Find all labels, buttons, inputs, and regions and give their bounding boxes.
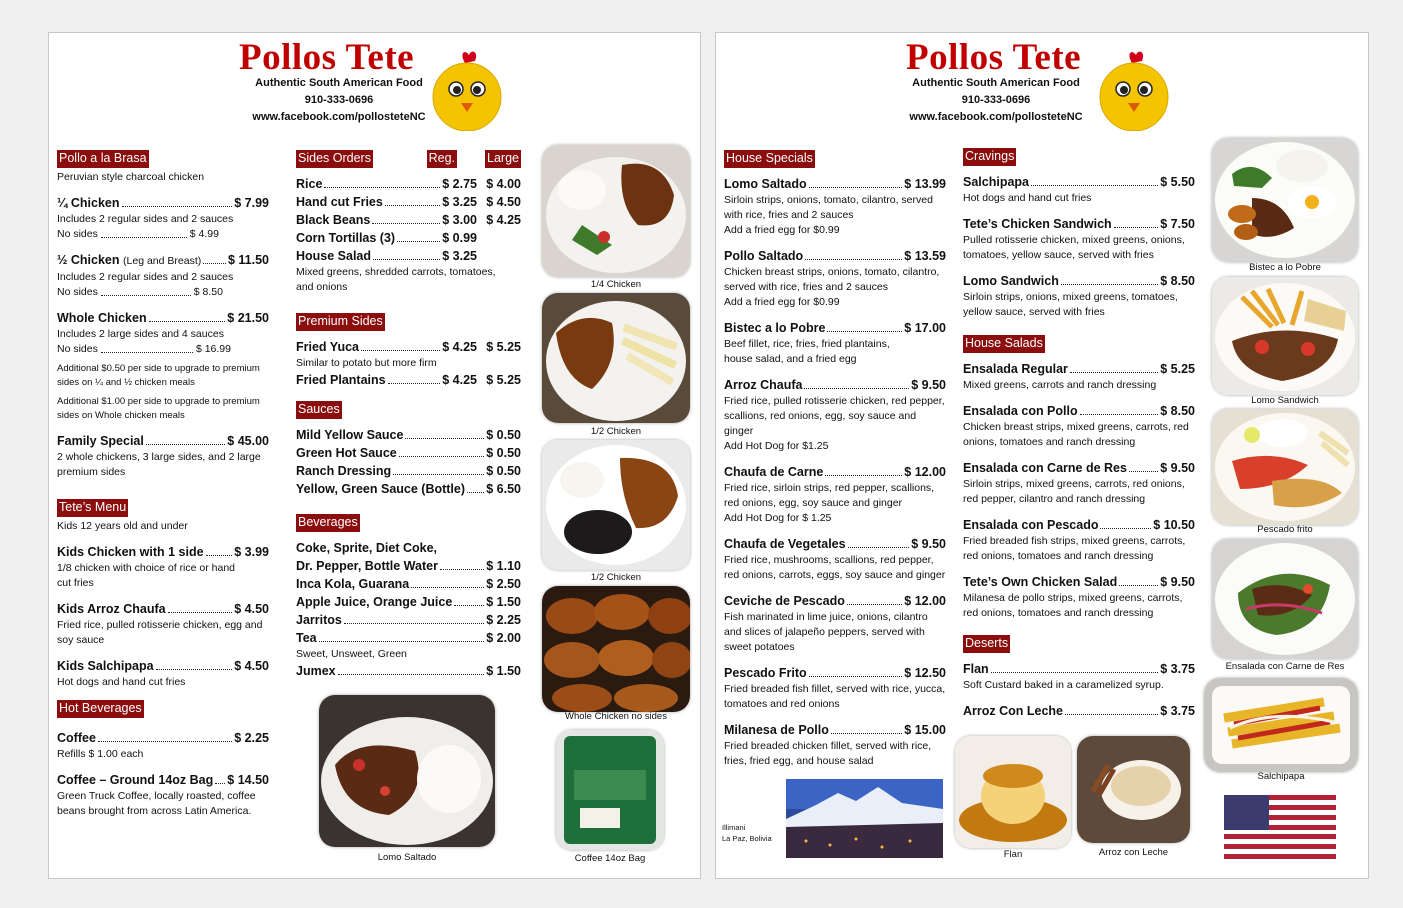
item-desc: Includes 2 regular sides and 2 sauces — [57, 213, 234, 225]
cravings-column — [963, 148, 1195, 320]
col-header-large: Large — [485, 150, 521, 168]
item-desc: Chicken breast strips, onions, tomato, cilantro, served with rice, fries and 2 sauces — [724, 266, 940, 293]
item-desc: Mixed greens, shredded carrots, tomatoes, and onions — [296, 266, 496, 293]
item-desc: Hot dogs and hand cut fries — [57, 676, 186, 688]
photo-half-chicken-yuca — [542, 293, 690, 423]
us-flag-icon — [1224, 795, 1336, 859]
menu-item: Fried Yuca $ 4.25 $ 5.25 — [296, 340, 521, 354]
photo-salchipapa — [1204, 678, 1358, 772]
section-header-premium: Premium Sides — [296, 313, 385, 331]
section-header-tete: Tete’s Menu — [57, 499, 128, 517]
menu-item: Tete’s Chicken Sandwich $ 7.50 — [963, 217, 1195, 231]
photo-illimani-la-paz — [786, 779, 943, 858]
caption: Arroz con Leche — [1098, 847, 1169, 858]
menu-item: Ensalada con Pescado $ 10.50 — [963, 518, 1195, 532]
col-header-reg: Reg. — [427, 150, 457, 168]
item-desc: Fried breaded chicken fillet, served with rice, fries, fried egg, and house salad — [724, 740, 932, 767]
illimani-caption — [722, 822, 782, 844]
item-desc: 1/8 chicken with choice of rice or hand cut fries — [57, 562, 236, 589]
section-header-beverages: Beverages — [296, 514, 360, 532]
menu-item: Green Hot Sauce $ 0.50 — [296, 446, 521, 460]
caption: Lomo Saltado — [377, 852, 437, 863]
website: www.facebook.com/pollosteteNC — [252, 111, 426, 123]
menu-item: Kids Salchipapa $ 4.50 — [57, 659, 269, 673]
menu-item: Pollo Saltado $ 13.59 — [724, 249, 946, 263]
section-header-pollo: Pollo a la Brasa — [57, 150, 149, 168]
section-header-deserts: Deserts — [963, 635, 1010, 653]
photo-whole-chicken-rotisserie — [542, 586, 690, 712]
salads-column — [963, 335, 1195, 621]
chick-logo-icon — [429, 47, 505, 131]
photo-arroz-con-leche — [1077, 736, 1190, 843]
caption: Ensalada con Carne de Res — [1225, 661, 1345, 672]
photo-pescado-frito — [1212, 409, 1358, 525]
caption: Salchipapa — [1257, 771, 1305, 782]
menu-item: Kids Arroz Chaufa $ 4.50 — [57, 602, 269, 616]
menu-item: Coffee $ 2.25 — [57, 731, 269, 745]
item-desc: Hot dogs and hand cut fries — [963, 192, 1092, 204]
menu-item: Rice $ 2.75 $ 4.00 — [296, 177, 521, 191]
menu-item: Lomo Saltado $ 13.99 — [724, 177, 946, 191]
menu-item: Lomo Sandwich $ 8.50 — [963, 274, 1195, 288]
item-desc: Fried rice, sirloin strips, red pepper, scallions, red onions, egg, soy sauce and ginger — [724, 482, 935, 509]
item-addon: Add Hot Dog for $1.25 — [724, 440, 829, 452]
item-addon: Add a fried egg for $0.99 — [724, 224, 840, 236]
menu-item: Yellow, Green Sauce (Bottle) $ 6.50 — [296, 482, 521, 496]
no-sides-row: No sides $ 8.50 — [57, 286, 223, 298]
left-column-2b — [296, 313, 521, 389]
photo-lomo-saltado — [319, 695, 495, 847]
left-column-2d — [296, 514, 521, 680]
photo-quarter-chicken — [542, 145, 690, 277]
item-desc: Similar to potato but more firm — [296, 357, 437, 369]
item-desc: Sirloin strips, onions, tomato, cilantro, served with rice, fries and 2 sauces — [724, 194, 933, 221]
photo-bistec-a-lo-pobre — [1212, 138, 1358, 262]
menu-item: House Salad $ 3.25 — [296, 249, 477, 263]
restaurant-title: Pollos Tete — [906, 37, 1082, 78]
menu-item: Coffee – Ground 14oz Bag $ 14.50 — [57, 773, 269, 787]
section-desc: Peruvian style charcoal chicken — [57, 171, 205, 183]
item-desc: Milanesa de pollo strips, mixed greens, carrots, red onions, tomatoes and ranch dressing — [963, 592, 1183, 619]
section-header-specials: House Specials — [724, 150, 815, 168]
upgrade-note: Additional $0.50 per side to upgrade to premium sides on ¼ and ½ chicken meals — [57, 363, 260, 388]
caption: Coffee 14oz Bag — [574, 853, 646, 864]
upgrade-note: Additional $1.00 per side to upgrade to premium sides on Whole chicken meals — [57, 396, 260, 421]
menu-item: Chaufa de Carne $ 12.00 — [724, 465, 946, 479]
menu-item: ½ Chicken (Leg and Breast) $ 11.50 — [57, 253, 269, 267]
menu-item: Ensalada Regular $ 5.25 — [963, 362, 1195, 376]
caption: Whole Chicken no sides — [565, 711, 667, 722]
item-desc: Soft Custard baked in a caramelized syrup. — [963, 679, 1164, 691]
item-desc: Sirloin strips, onions, mixed greens, tomatoes, yellow sauce, served with fries — [963, 291, 1178, 318]
left-column-2c — [296, 401, 521, 498]
caption: Flan — [1003, 849, 1023, 860]
menu-item: Salchipapa $ 5.50 — [963, 175, 1195, 189]
photo-coffee-bag — [556, 730, 664, 850]
left-column-1c — [57, 700, 269, 819]
menu-item: Tea $ 2.00 — [296, 631, 521, 645]
item-desc: Fried rice, pulled rotisserie chicken, red pepper, scallions, red onions, egg, soy sauce and ginger — [724, 395, 945, 437]
menu-item: Pescado Frito $ 12.50 — [724, 666, 946, 680]
caption: 1/2 Chicken — [590, 426, 642, 437]
menu-page-left — [48, 32, 701, 879]
menu-item: Arroz Con Leche $ 3.75 — [963, 704, 1195, 718]
menu-item: Corn Tortillas (3) $ 0.99 — [296, 231, 477, 245]
menu-item: Jarritos $ 2.25 — [296, 613, 521, 627]
section-header-hot: Hot Beverages — [57, 700, 144, 718]
photo-lomo-sandwich — [1212, 277, 1358, 395]
left-column-1 — [57, 150, 269, 480]
caption: 1/4 Chicken — [590, 279, 642, 290]
specials-column — [724, 150, 946, 769]
menu-item: Ranch Dressing $ 0.50 — [296, 464, 521, 478]
menu-item: Family Special $ 45.00 — [57, 434, 269, 448]
item-desc: Fish marinated in lime juice, onions, cilantro and slices of jalapeño peppers, served with sweet potatoes — [724, 611, 928, 653]
chick-logo-icon — [1096, 47, 1172, 131]
item-desc: Includes 2 regular sides and 2 sauces — [57, 271, 234, 283]
caption: Pescado frito — [1257, 524, 1313, 535]
header-info — [871, 75, 1121, 126]
menu-item: Mild Yellow Sauce $ 0.50 — [296, 428, 521, 442]
caption: Lomo Sandwich — [1251, 395, 1319, 406]
section-header-sauces: Sauces — [296, 401, 342, 419]
tagline: Authentic South American Food — [255, 77, 423, 89]
menu-item: Apple Juice, Orange Juice $ 1.50 — [296, 595, 521, 609]
item-desc: 2 whole chickens, 3 large sides, and 2 large premium sides — [57, 451, 261, 478]
item-addon: Add Hot Dog for $ 1.25 — [724, 512, 832, 524]
menu-item: Flan $ 3.75 — [963, 662, 1195, 676]
menu-item: Kids Chicken with 1 side $ 3.99 — [57, 545, 269, 559]
item-desc: Sweet, Unsweet, Green — [296, 648, 407, 660]
item-desc: Green Truck Coffee, locally roasted, coffee beans brought from across Latin America. — [57, 790, 256, 817]
menu-item: Jumex $ 1.50 — [296, 664, 521, 678]
menu-page-right — [715, 32, 1369, 879]
no-sides-row: No sides $ 4.99 — [57, 228, 219, 240]
website: www.facebook.com/pollosteteNC — [909, 111, 1083, 123]
sides-header-row — [296, 150, 521, 170]
item-desc: Fried rice, pulled rotisserie chicken, egg and soy sauce — [57, 619, 263, 646]
caption: 1/2 Chicken — [590, 572, 642, 583]
deserts-column — [963, 635, 1195, 720]
item-desc: Pulled rotisserie chicken, mixed greens, onions, tomatoes, yellow sauce, served with fries — [963, 234, 1185, 261]
item-desc: Fried rice, mushrooms, scallions, red pepper, red onions, carrots, eggs, soy sauce and ginger — [724, 554, 946, 581]
menu-item: Hand cut Fries $ 3.25 $ 4.50 — [296, 195, 521, 209]
menu-item: Milanesa de Pollo $ 15.00 — [724, 723, 946, 737]
header-info — [214, 75, 464, 126]
menu-item: ¼ Chicken $ 7.99 — [57, 196, 269, 210]
section-header-cravings: Cravings — [963, 148, 1016, 166]
section-desc: Kids 12 years old and under — [57, 520, 188, 532]
menu-item: Arroz Chaufa $ 9.50 — [724, 378, 946, 392]
caption: Bistec a lo Pobre — [1249, 262, 1321, 273]
phone: 910-333-0696 — [961, 94, 1031, 106]
no-sides-row: No sides $ 16.99 — [57, 343, 231, 355]
caption: Illimani — [722, 823, 746, 832]
menu-item: Tete’s Own Chicken Salad $ 9.50 — [963, 575, 1195, 589]
item-addon: Add a fried egg for $0.99 — [724, 296, 840, 308]
caption: La Paz, Bolivia — [722, 834, 772, 843]
item-desc: Fried breaded fish strips, mixed greens, carrots, red onions, tomatoes and ranch dressing — [963, 535, 1186, 562]
photo-ensalada-carne — [1212, 539, 1358, 659]
item-desc: Refills $ 1.00 each — [57, 748, 144, 760]
left-column-1b — [57, 499, 269, 690]
photo-half-chicken-beans — [542, 440, 690, 570]
restaurant-title: Pollos Tete — [239, 37, 415, 78]
section-header-sides: Sides Orders — [296, 150, 373, 168]
menu-item: Chaufa de Vegetales $ 9.50 — [724, 537, 946, 551]
item-desc: Sirloin strips, mixed greens, carrots, red onions, red pepper, cilantro and ranch dressing — [963, 478, 1185, 505]
menu-item: Fried Plantains $ 4.25 $ 5.25 — [296, 373, 521, 387]
phone: 910-333-0696 — [304, 94, 374, 106]
item-desc: Mixed greens, carrots and ranch dressing — [963, 379, 1157, 391]
tagline: Authentic South American Food — [912, 77, 1080, 89]
menu-item: Ensalada con Pollo $ 8.50 — [963, 404, 1195, 418]
menu-item: Dr. Pepper, Bottle Water $ 1.10 — [296, 559, 521, 573]
item-desc: Includes 2 large sides and 4 sauces — [57, 328, 224, 340]
item-desc: Beef fillet, rice, fries, fried plantains, house salad, and a fried egg — [724, 338, 890, 365]
menu-item: Inca Kola, Guarana $ 2.50 — [296, 577, 521, 591]
left-column-2 — [296, 150, 521, 295]
menu-item: Ensalada con Carne de Res $ 9.50 — [963, 461, 1195, 475]
photo-flan — [955, 736, 1071, 848]
item-desc: Fried breaded fish fillet, served with rice, yucca, tomatoes and red onions — [724, 683, 946, 710]
menu-item: Black Beans $ 3.00 $ 4.25 — [296, 213, 521, 227]
menu-item: Bistec a lo Pobre $ 17.00 — [724, 321, 946, 335]
section-header-salads: House Salads — [963, 335, 1045, 353]
menu-item: Ceviche de Pescado $ 12.00 — [724, 594, 946, 608]
menu-item: Whole Chicken $ 21.50 — [57, 311, 269, 325]
item-desc: Chicken breast strips, mixed greens, carrots, red onions, tomatoes and ranch dressing — [963, 421, 1189, 448]
bev-line: Coke, Sprite, Diet Coke, — [296, 541, 438, 555]
